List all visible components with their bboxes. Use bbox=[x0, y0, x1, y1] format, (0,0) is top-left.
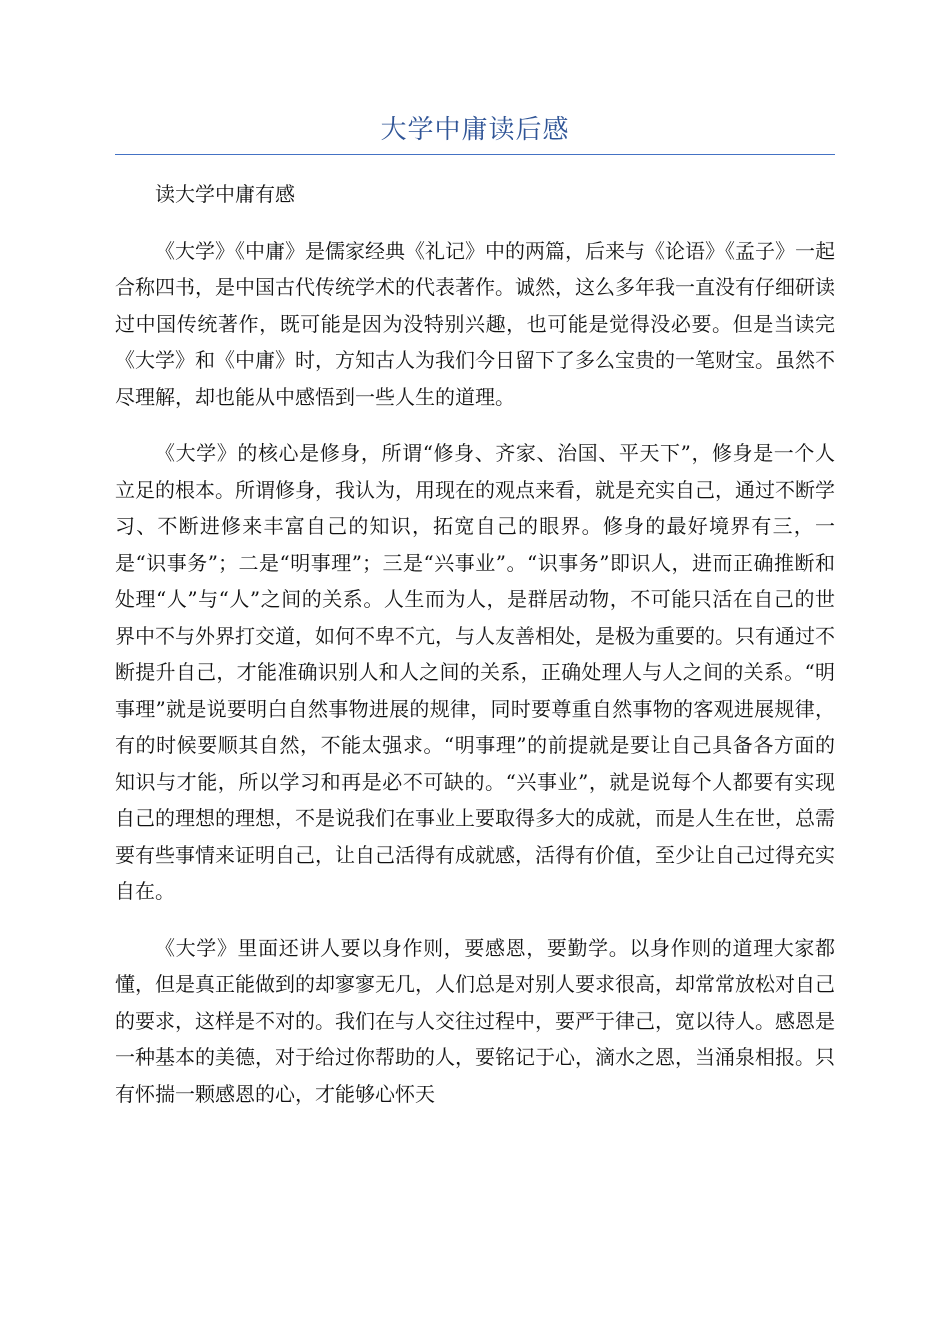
paragraph: 《大学》的核心是修身，所谓“修身、齐家、治国、平天下”，修身是一个人立足的根本。所谓修身，我认为，用现在的观点来看，就是充实自己，通过不断学习、不断进修来丰富自己的知识，拓宽自己的眼界。修身的最好境界有三，一是“识事务”；二是“明事理”；三是“兴事业”。“识事务”即识人，进而正确推断和处理“人”与“人”之间的关系。人生而为人，是群居动物，不可能只活在自己的世界中不与外界打交道，如何不卑不亢，与人友善相处，是极为重要的。只有通过不断提升自己，才能准确识别人和人之间的关系，正确处理人与人之间的关系。“明事理”就是说要明白自然事物进展的规律，同时要尊重自然事物的客观进展规律，有的时候要顺其自然，不能太强求。“明事理”的前提就是要让自己具备各方面的知识与才能，所以学习和再是必不可缺的。“兴事业”，就是说每个人都要有实现自己的理想的理想，不是说我们在事业上要取得多大的成就，而是人生在世，总需要有些事情来证明自己，让自己活得有成就感，活得有价值，至少让自己过得充实自在。 bbox=[115, 441, 835, 903]
title-underline bbox=[115, 154, 835, 155]
paragraph: 《大学》里面还讲人要以身作则，要感恩，要勤学。以身作则的道理大家都懂，但是真正能做到的却寥寥无几，人们总是对别人要求很高，却常常放松对自己的要求，这样是不对的。我们在与人交往过程中，要严于律己，宽以待人。感恩是一种基本的美德，对于给过你帮助的人，要铭记于心，滴水之恩，当涌泉相报。只有怀揣一颗感恩的心，才能够心怀天 bbox=[115, 935, 835, 1106]
document-body bbox=[115, 176, 835, 1132]
document-title: 大学中庸读后感 bbox=[380, 115, 570, 145]
paragraph: 《大学》《中庸》是儒家经典《礼记》中的两篇，后来与《论语》《孟子》一起合称四书，是中国古代传统学术的代表著作。诚然，这么多年我一直没有仔细研读过中国传统著作，既可能是因为没特别兴趣，也可能是觉得没必要。但是当读完《大学》和《中庸》时，方知古人为我们今日留下了多么宝贵的一笔财宝。虽然不尽理解，却也能从中感悟到一些人生的道理。 bbox=[115, 238, 835, 409]
paragraph-subtitle: 读大学中庸有感 bbox=[155, 182, 295, 206]
